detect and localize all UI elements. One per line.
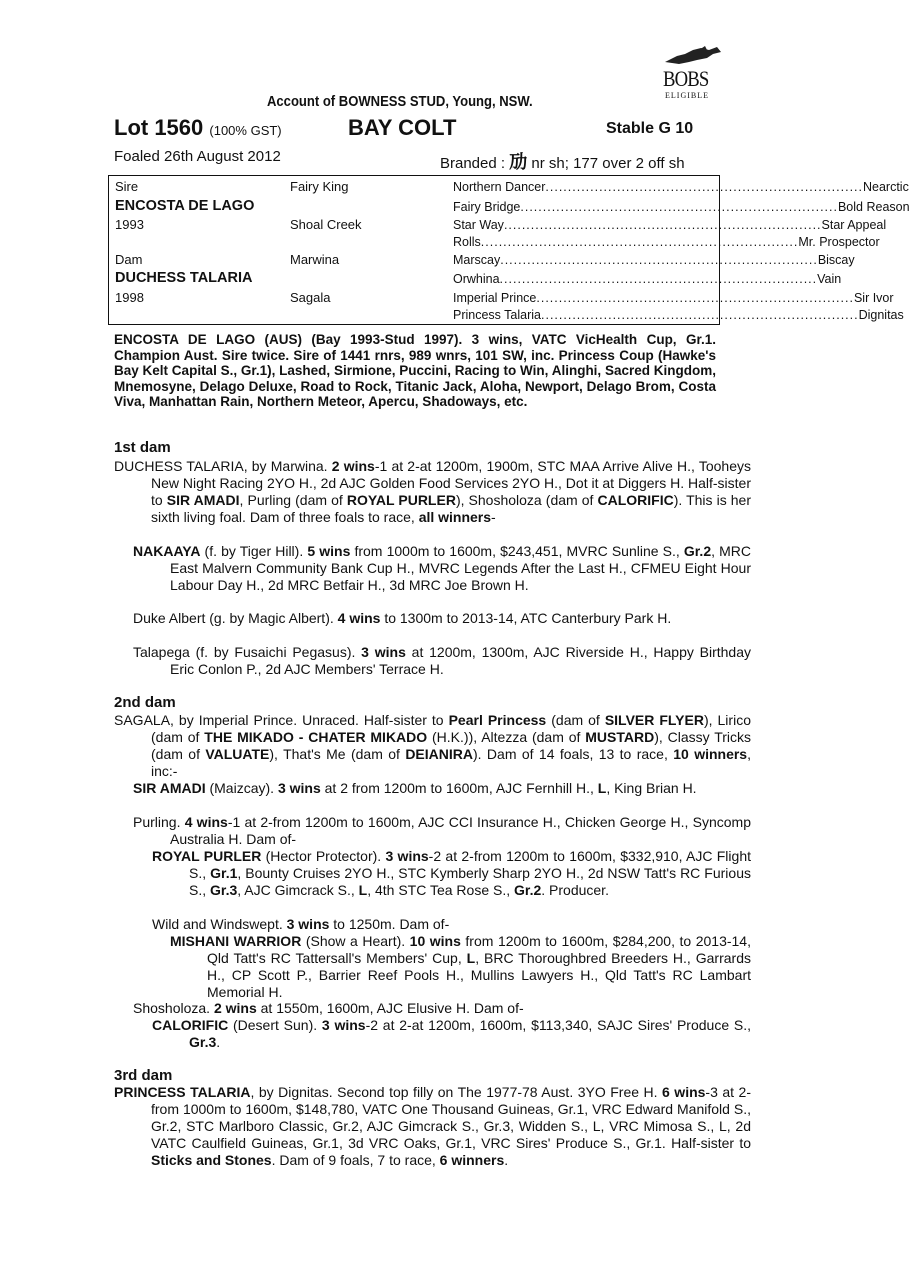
produce-talapega: Talapega (f. by Fusaichi Pegasus). 3 wins at 1200m, 1300m, AJC Riverside H., Happy Birthday Eric Conlon P., 2d AJC Members' Terrace H.: [133, 644, 752, 677]
gen3-row: Northern Dancer ....................................................................... Nearctic: [453, 180, 909, 194]
logo-brand: BOBS: [663, 66, 709, 91]
gen3-row: Fairy Bridge ....................................................................... Bold Reason: [453, 200, 910, 214]
dam-year: 1998: [115, 290, 144, 305]
bold-run: L: [466, 950, 476, 966]
produce-nakaaya: NAKAAYA (f. by Tiger Hill). 5 wins from 1000m to 1600m, $243,451, MVRC Sunline S., Gr.2, MRC East Malvern Community Bank Cup H., MVRC Legends After the Last H., CFMEU Eight Hour Labour Day H., 2d MRC Betfair H., 3d MRC Joe Brown H.: [133, 543, 751, 593]
bold-run: 3 wins: [321, 1017, 366, 1033]
bold-run: L: [358, 882, 368, 898]
gen3-row: Marscay ....................................................................... Biscay: [453, 253, 855, 267]
logo-sub: ELIGIBLE: [665, 91, 709, 100]
lot-number: [114, 115, 282, 141]
bold-run: 10 winners: [673, 746, 748, 762]
bold-run: Gr.2: [514, 882, 542, 898]
lot-label: Lot 1560: [114, 115, 204, 140]
bold-run: DEIANIRA: [405, 746, 473, 762]
produce-calorific: CALORIFIC (Desert Sun). 3 wins-2 at 2-at 1200m, 1600m, $113,340, SAJC Sires' Produce S., Gr.3.: [152, 1017, 752, 1050]
branded-text: nr sh; 177 over 2 off sh: [531, 155, 685, 172]
bold-run: MUSTARD: [585, 729, 655, 745]
sire-year: 1993: [115, 217, 144, 232]
gen3-row: Orwhina ....................................................................... Vain: [453, 272, 842, 286]
sire-dam: Shoal Creek: [290, 217, 362, 232]
bold-run: Gr.3: [210, 882, 238, 898]
dam-sire: Marwina: [290, 252, 340, 267]
gen3-row: Star Way ....................................................................... Star Appeal: [453, 218, 887, 232]
bold-run: Gr.3: [189, 1034, 217, 1050]
gst-note: (100% GST): [209, 123, 282, 138]
account-line: Account of BOWNESS STUD, Young, NSW.: [267, 94, 533, 110]
sire-sire: Fairy King: [290, 179, 349, 194]
third-dam-heading: 3rd dam: [114, 1067, 173, 1084]
bold-run: 2 wins: [213, 1000, 257, 1016]
bold-run: 10 wins: [409, 933, 461, 949]
second-dam-heading: 2nd dam: [114, 694, 176, 711]
bold-run: Gr.2: [683, 543, 712, 559]
dam-name: DUCHESS TALARIA: [115, 270, 253, 286]
brand-mark: 劢: [509, 152, 528, 173]
bold-run: 3 wins: [277, 780, 321, 796]
produce-sir-amadi: SIR AMADI (Maizcay). 3 wins at 2 from 1200m to 1600m, AJC Fernhill H., L, King Brian H.: [133, 780, 697, 796]
bold-run: CALORIFIC: [152, 1017, 229, 1033]
horse-icon: [663, 44, 723, 68]
produce-mishani-warrior: MISHANI WARRIOR (Show a Heart). 10 wins from 1200m to 1600m, $284,200, to 2013-14, Qld Tatt's RC Tattersall's Members' Cup, L, BRC Thoroughbred Breeders H., Garrards H., CP Scott P., Barrier Reef Pools H., Mullins Lawyers H., Qld Tatt's RC Lambart Memorial H.: [170, 933, 751, 1000]
bold-run: ROYAL PURLER: [152, 848, 262, 864]
bold-run: 3 wins: [286, 916, 330, 932]
second-dam-text: SAGALA, by Imperial Prince. Unraced. Half-sister to Pearl Princess (dam of SILVER FLYER), Lirico (dam of THE MIKADO - CHATER MIKADO (H.K.)), Altezza (dam of MUSTARD), Classy Tricks (dam of VALUATE), That's Me (dam of DEIANIRA). Dam of 14 foals, 13 to race, 10 winners, inc:-: [114, 712, 752, 779]
foaled-date: Foaled 26th August 2012: [114, 148, 281, 165]
bold-run: SIR AMADI: [133, 780, 206, 796]
branded-line: [440, 148, 685, 174]
third-dam-text: PRINCESS TALARIA, by Dignitas. Second top filly on The 1977-78 Aust. 3YO Free H. 6 wins-3 at 2-from 1000m to 1600m, $148,780, VATC One Thousand Guineas, Gr.1, VRC Edward Manifold S., Gr.2, STC Marlboro Classic, Gr.2, AJC Gimcrack S., Gr.3, Widden S., L, VRC Mimosa S., L, 2d VATC Caulfield Guineas, Gr.1, 3d VRC Oaks, Gr.1, VRC Sires' Produce S., Gr.1. Half-sister to Sticks and Stones. Dam of 9 foals, 7 to race, 6 winners.: [114, 1084, 751, 1168]
bold-run: Gr.1: [210, 865, 238, 881]
sire-bio: ENCOSTA DE LAGO (AUS) (Bay 1993-Stud 1997). 3 wins, VATC VicHealth Cup, Gr.1. Champion Aust. Sire twice. Sire of 1441 rnrs, 989 wnrs, 101 SW, inc. Princess Coup (Hawke's Bay Kelt Capital S., Gr.1), Lashed, Sirmione, Puccini, Racing to Win, Alinghi, Sacred Kingdom, Mnemosyne, Delago Deluxe, Road to Rock, Titanic Jack, Aloha, Newport, Delago Brom, Costa Viva, Manhattan Rain, Northern Meteor, Apercu, Shadoways, etc.: [114, 332, 716, 409]
bold-run: 6 winners: [439, 1152, 505, 1168]
bold-run: 6 wins: [662, 1084, 706, 1100]
gen3-row: Imperial Prince ....................................................................... Sir Ivor: [453, 291, 894, 305]
gen3-row: Rolls ....................................................................... Mr. Prospector: [453, 235, 880, 249]
pedigree-table: [108, 175, 910, 325]
bold-run: L: [597, 780, 607, 796]
bold-run: NAKAAYA: [133, 543, 201, 559]
bold-run: SILVER FLYER: [604, 712, 704, 728]
dam-dam: Sagala: [290, 290, 331, 305]
produce-wild-and-windswept: Wild and Windswept. 3 wins to 1250m. Dam of-: [152, 916, 450, 932]
produce-royal-purler: ROYAL PURLER (Hector Protector). 3 wins-2 at 2-from 1200m to 1600m, $332,910, AJC Flight S., Gr.1, Bounty Cruises 2YO H., STC Kymberly Sharp 2YO H., 2d NSW Tatt's RC Furious S., Gr.3, AJC Gimcrack S., L, 4th STC Tea Rose S., Gr.2. Producer.: [152, 848, 751, 898]
sire-label: Sire: [115, 179, 139, 194]
bold-run: 2 wins: [331, 458, 375, 474]
produce-purling: Purling. 4 wins-1 at 2-from 1200m to 1600m, AJC CCI Insurance H., Chicken George H., Syncomp Australia H. Dam of-: [133, 814, 752, 847]
bold-run: ROYAL PURLER: [346, 492, 456, 508]
bold-run: 5 wins: [307, 543, 351, 559]
first-dam-heading: 1st dam: [114, 439, 171, 456]
bold-run: PRINCESS TALARIA: [114, 1084, 251, 1100]
sire-name: ENCOSTA DE LAGO: [115, 198, 255, 214]
bold-run: Sticks and Stones: [151, 1152, 272, 1168]
bold-run: 3 wins: [385, 848, 429, 864]
bold-run: Pearl Princess: [448, 712, 547, 728]
bold-run: 3 wins: [361, 644, 406, 660]
bold-run: 4 wins: [184, 814, 228, 830]
bold-run: SIR AMADI: [166, 492, 240, 508]
bold-run: all winners: [418, 509, 492, 525]
bold-run: 4 wins: [337, 610, 381, 626]
stable-label: Stable G 10: [606, 120, 694, 137]
produce-shosholoza: Shosholoza. 2 wins at 1550m, 1600m, AJC Elusive H. Dam of-: [133, 1000, 524, 1016]
horse-title: BAY COLT: [348, 115, 457, 140]
dam-label: Dam: [115, 252, 143, 267]
bold-run: THE MIKADO - CHATER MIKADO: [204, 729, 428, 745]
gen3-row: Princess Talaria ....................................................................... Dignitas: [453, 308, 904, 322]
bold-run: VALUATE: [205, 746, 270, 762]
bold-run: MISHANI WARRIOR: [170, 933, 302, 949]
produce-duke-albert: Duke Albert (g. by Magic Albert). 4 wins to 1300m to 2013-14, ATC Canterbury Park H.: [133, 610, 672, 626]
branded-label: Branded :: [440, 155, 506, 172]
bold-run: CALORIFIC: [597, 492, 674, 508]
bobs-logo: [655, 44, 730, 104]
first-dam-text: DUCHESS TALARIA, by Marwina. 2 wins-1 at 2-at 1200m, 1900m, STC MAA Arrive Alive H., Tooheys New Night Racing 2YO H., 2d AJC Golden Food Services 2YO H., Dot it at Diggers H. Half-sister to SIR AMADI, Purling (dam of ROYAL PURLER), Shosholoza (dam of CALORIFIC). This is her sixth living foal. Dam of three foals to race, all winners-: [114, 458, 752, 525]
